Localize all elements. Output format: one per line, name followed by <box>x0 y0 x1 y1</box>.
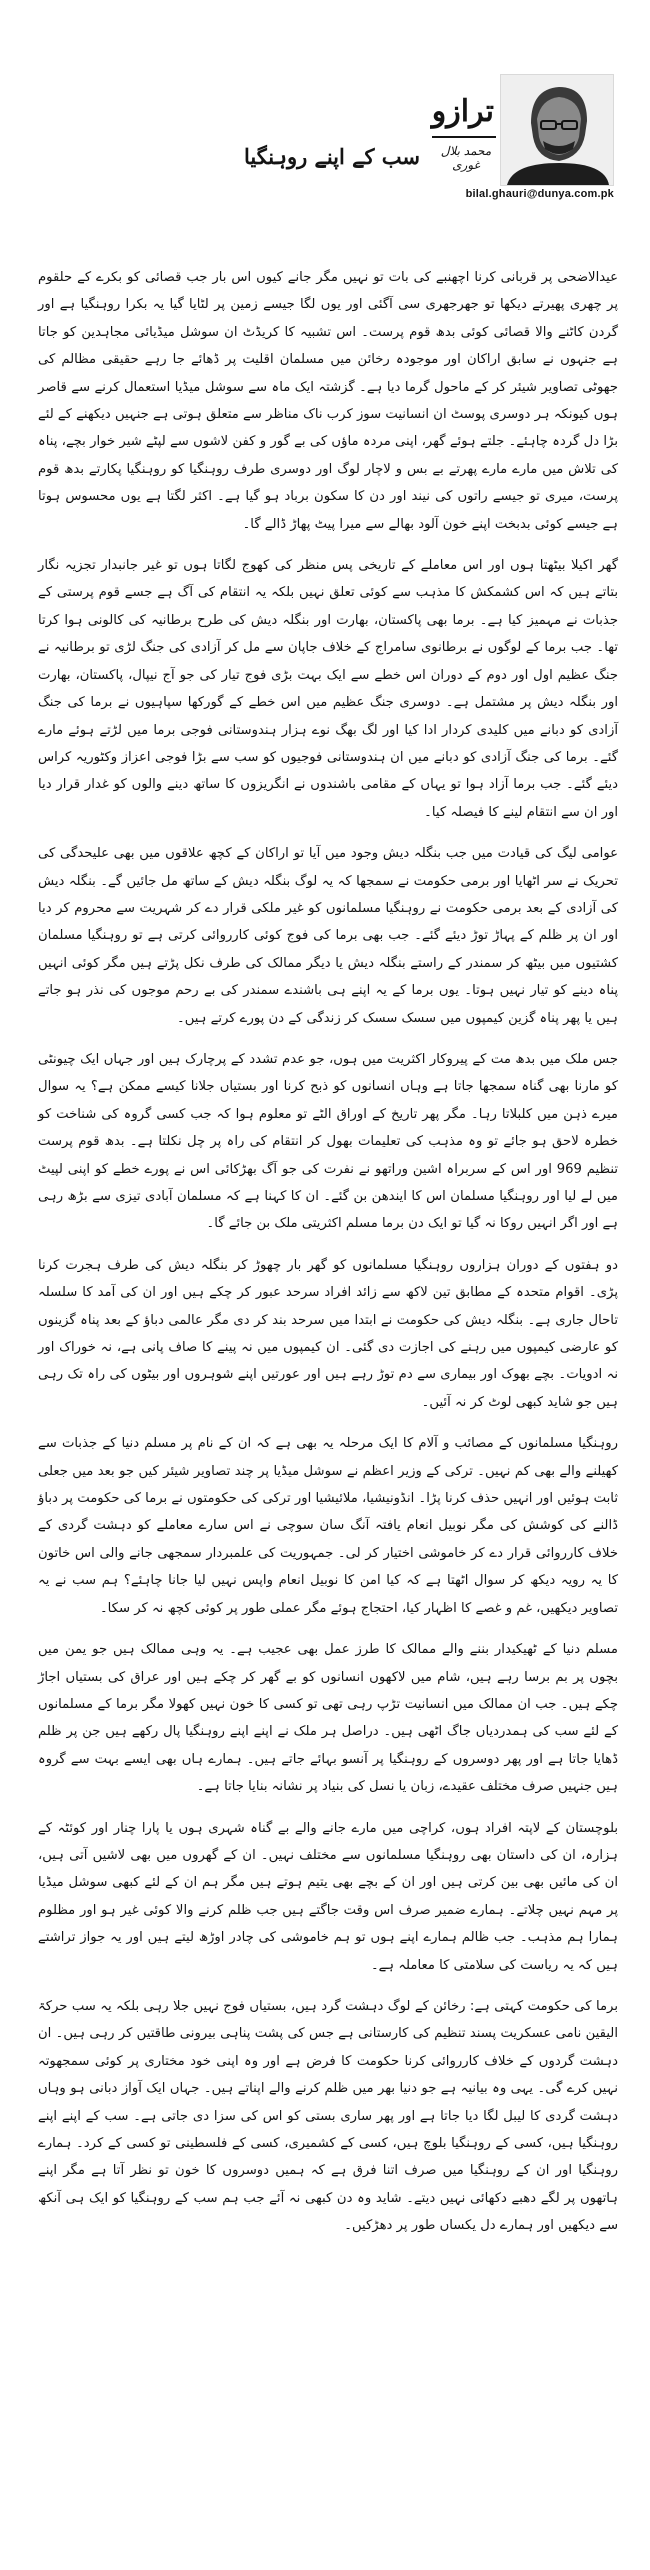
author-name: محمد بلال غوری <box>440 144 492 172</box>
article-paragraph: بلوچستان کے لاپتہ افراد ہوں، کراچی میں مارے جانے والے بے گناہ شہری ہوں یا پارا چنار اور کوئٹہ کے ہزارہ، ان کی داستان بھی روہنگیا مسلمانوں سے مختلف نہیں۔ ان کے گھروں میں بھی لاشیں آتی ہیں، ان کی مائیں بھی بین کرتی ہیں اور ان کے بچے بھی یتیم ہوتے ہیں مگر ہم ان کے لئے کبھی سوشل میڈیا پر مہم نہیں چلاتے۔ ہمارے ضمیر صرف اس وقت جاگتے ہیں جب ظلم کرنے والا کوئی غیر ہو اور مظلوم ہمارا ہم مذہب۔ جب ظالم ہمارے اپنے ہوں تو ہم خاموشی کی چادر اوڑھ لیتے ہیں اور یہ جواز تراشتے ہیں کہ یہ ریاست کی سلامتی کا معاملہ ہے۔ <box>38 1820 618 1973</box>
article-paragraph: مسلم دنیا کے ٹھیکیدار بننے والے ممالک کا طرز عمل بھی عجیب ہے۔ یہ وہی ممالک ہیں جو یمن میں بچوں پر بم برسا رہے ہیں، شام میں لاکھوں انسانوں کو بے گھر کر چکے ہیں اور عراق کی بستیاں اجاڑ چکے ہیں۔ جب ان ممالک میں انسانیت تڑپ رہی تھی تو کسی کا خون نہیں کھولا مگر برما کے مسلمانوں کے لئے سب کی ہمدردیاں جاگ اٹھی ہیں۔ دراصل ہر ملک نے اپنے اپنے روہنگیا پال رکھے ہیں جن پر ظلم ڈھایا جاتا ہے اور پھر دوسروں کے روہنگیا پر آنسو بہائے جاتے ہیں۔ ہمارے ہاں بھی ایسے بہت سے گروہ ہیں جنہیں صرف مختلف عقیدے، زبان یا نسل کی بنیاد پر نشانہ بنایا جاتا ہے۔ <box>38 1642 618 1795</box>
author-portrait-icon <box>501 75 613 185</box>
column-logo: ترازو <box>431 94 494 129</box>
author-photo <box>500 74 614 186</box>
article-paragraph: عوامی لیگ کی قیادت میں جب بنگلہ دیش وجود میں آیا تو اراکان کے کچھ علاقوں میں بھی علیحدگی کی تحریک نے سر اٹھایا اور برمی حکومت نے سمجھا کہ یہ لوگ بنگلہ دیش کے ساتھ مل جائیں گے۔ بنگلہ دیش کی آزادی کے بعد برمی حکومت نے روہنگیا مسلمانوں کو غیر ملکی قرار دے کر شہریت سے محروم کر دیا اور ان پر ظلم کے پہاڑ توڑ دیئے گئے۔ جب بھی برما کی فوج کوئی کارروائی کرتی ہے تو روہنگیا مسلمان کشتیوں میں بیٹھ کر سمندر کے راستے بنگلہ دیش یا دیگر ممالک کی طرف نکل پڑتے ہیں مگر کوئی انہیں پناہ دینے کو تیار نہیں ہوتا۔ یوں برما کے یہ اپنے ہی باشندے سمندر کی بے رحم موجوں کی نذر ہو جاتے ہیں یا پھر پناہ گزین کیمپوں میں سسک سسک کر زندگی کے دن پورے کرتے ہیں۔ <box>38 846 618 1026</box>
article-paragraph: دو ہفتوں کے دوران ہزاروں روہنگیا مسلمانوں کو گھر بار چھوڑ کر بنگلہ دیش کی طرف ہجرت کرنا پڑی۔ اقوام متحدہ کے مطابق تین لاکھ سے زائد افراد سرحد عبور کر چکے ہیں اور ان کی آمد کا سلسلہ تاحال جاری ہے۔ بنگلہ دیش کی حکومت نے ابتدا میں سرحد بند کر دی مگر عالمی دباؤ کے بعد پناہ گزینوں کو عارضی کیمپوں میں رہنے کی اجازت دی گئی۔ ان کیمپوں میں نہ پینے کا صاف پانی ہے، نہ خوراک اور نہ ادویات۔ بچے بھوک اور بیماری سے دم توڑ رہے ہیں اور عورتیں اپنے شوہروں اور بیٹوں کی راہ تک رہی ہیں جو شاید کبھی لوٹ کر نہ آئیں۔ <box>38 1257 618 1410</box>
author-email: bilal.ghauri@dunya.com.pk <box>465 188 614 200</box>
column-header <box>0 54 650 254</box>
article-body <box>38 264 618 2240</box>
article-paragraph: گھر اکیلا بیٹھتا ہوں اور اس معاملے کے تاریخی پس منظر کی کھوج لگاتا ہوں تو غیر جانبدار تجزیہ نگار بتاتے ہیں کہ اس کشمکش کا مذہب سے کوئی تعلق نہیں بلکہ یہ انتقام کی آگ ہے جسے قوم پرستی کے جذبات نے مہمیز کیا ہے۔ برما بھی پاکستان، بھارت اور بنگلہ دیش کی طرح برطانیہ کی کالونی ہوا کرتا تھا۔ جب برما کے لوگوں نے برطانوی سامراج کے خلاف جاپان سے مل کر آزادی کی جنگ لڑی تو برطانیہ نے جنگ عظیم اول اور دوم کے دوران اس خطے سے ایک بہت بڑی فوج تیار کی جو آج نیپال، پاکستان، بھارت اور بنگلہ دیش پر مشتمل ہے۔ دوسری جنگ عظیم میں اس خطے کے گورکھا سپاہیوں نے برما کی جنگ آزادی کو دبانے میں کلیدی کردار ادا کیا اور لگ بھگ نوے ہزار ہندوستانی فوجی برما میں لڑتے ہوئے مارے گئے۔ برما کی جنگ آزادی کو دبانے میں ان ہندوستانی فوجیوں کو سب سے بڑا فوجی اعزاز وکٹوریہ کراس دیئے گئے۔ جب برما آزاد ہوا تو یہاں کے مقامی باشندوں نے انگریزوں کا ساتھ دینے والوں کو غدار قرار دیا اور ان سے انتقام لینے کا فیصلہ کیا۔ <box>38 558 618 820</box>
article-paragraph: برما کی حکومت کہتی ہے: رخائن کے لوگ دہشت گرد ہیں، بستیاں فوج نہیں جلا رہی بلکہ یہ سب حرکۃ الیقین نامی عسکریت پسند تنظیم کی کارستانی ہے جس کی پشت پناہی بیرونی طاقتیں کر رہی ہیں۔ ان دہشت گردوں کے خلاف کارروائی کرنا حکومت کا فرض ہے اور وہ اپنی خود مختاری پر کوئی سمجھوتہ نہیں کرے گی۔ یہی وہ بیانیہ ہے جو دنیا بھر میں ظلم کرنے والے اپناتے ہیں۔ جہاں ایک آواز دبانی ہو وہاں دہشت گردی کا لیبل لگا دیا جاتا ہے اور پھر ساری بستی کو اس کی سزا دی جاتی ہے۔ سب کے اپنے اپنے روہنگیا ہیں، کسی کے روہنگیا بلوچ ہیں، کسی کے کشمیری، کسی کے فلسطینی تو کسی کے کرد۔ ہمارے روہنگیا اور ان کے روہنگیا میں صرف اتنا فرق ہے کہ ہمیں دوسروں کا خون تو نظر آتا ہے مگر اپنے ہاتھوں پر لگے دھبے دکھائی نہیں دیتے۔ شاید وہ دن کبھی نہ آئے جب ہم سب کے روہنگیا کو ایک ہی آنکھ سے دیکھیں اور ہمارے دل یکساں طور پر دھڑکیں۔ <box>38 1998 618 2234</box>
article-paragraph: روہنگیا مسلمانوں کے مصائب و آلام کا ایک مرحلہ یہ بھی ہے کہ ان کے نام پر مسلم دنیا کے جذبات سے کھیلنے والے بھی کم نہیں۔ ترکی کے وزیر اعظم نے سوشل میڈیا پر چند تصاویر شیئر کیں جو بعد میں جعلی ثابت ہوئیں اور انہیں حذف کرنا پڑا۔ انڈونیشیا، ملائیشیا اور ترکی کی حکومتوں نے برما کی حکومت پر دباؤ ڈالنے کی کوشش کی مگر نوبیل انعام یافتہ آنگ سان سوچی نے اس سارے معاملے کو دہشت گردی کے خلاف کارروائی قرار دے کر خاموشی اختیار کر لی۔ جمہوریت کی علمبردار سمجھی جانے والی اس خاتون کا یہ رویہ دیکھ کر سوال اٹھتا ہے کہ کیا امن کا نوبیل انعام واپس نہیں لیا جانا چاہئے؟ ہم سب نے یہ تصاویر دیکھیں، غم و غصے کا اظہار کیا، احتجاج ہوئے مگر عملی طور پر کوئی کچھ نہ کر سکا۔ <box>38 1436 618 1616</box>
article-title: سب کے اپنے روہنگیا <box>243 144 420 169</box>
logo-divider <box>432 136 496 138</box>
article-paragraph: جس ملک میں بدھ مت کے پیروکار اکثریت میں ہوں، جو عدم تشدد کے پرچارک ہیں اور جہاں ایک چیونٹی کو مارنا بھی گناہ سمجھا جاتا ہے وہاں انسانوں کو ذبح کرنا اور بستیاں جلانا کیسے ممکن ہے؟ یہ سوال میرے ذہن میں کلبلاتا رہا۔ مگر پھر تاریخ کے اوراق الٹے تو معلوم ہوا کہ جب کسی گروہ کی شناخت کو خطرہ لاحق ہو جائے تو وہ مذہب کی تعلیمات بھول کر انتقام کی راہ پر چل نکلتا ہے۔ بدھ قوم پرست تنظیم 969 اور اس کے سربراہ اشین وراتھو نے نفرت کی جو آگ بھڑکائی اس نے پورے خطے کو اپنی لپیٹ میں لے لیا اور روہنگیا مسلمان اس کا ایندھن بن گئے۔ ان کا کہنا ہے کہ مسلمان آبادی تیزی سے بڑھ رہی ہے اور اگر انہیں روکا نہ گیا تو ایک دن برما مسلم اکثریتی ملک بن جائے گا۔ <box>38 1051 619 1232</box>
article-paragraph: عیدالاضحی پر قربانی کرنا اچھنبے کی بات تو نہیں مگر جانے کیوں اس بار جب قصائی کو بکرے کے حلقوم پر چھری پھیرتے دیکھا تو جھرجھری سی آگئی اور یوں لگا جیسے زمین پر لٹایا گیا یہ بکرا روہنگیا ہے اور گردن کاٹنے والا قصائی کوئی بدھ قوم پرست۔ اس تشبیہ کا کریڈٹ ان سوشل میڈیائی مجاہدین کو جاتا ہے جنہوں نے سابق اراکان اور موجودہ رخائن میں مسلمان اقلیت پر ڈھائے جا رہے حقیقی مظالم کی جھوٹی تصاویر شیئر کر کے ماحول گرما دیا ہے۔ گزشتہ ایک ماہ سے سوشل میڈیا استعمال کرنے سے قاصر ہوں کیونکہ ہر دوسری پوسٹ ان انسانیت سوز کرب ناک مناظر سے متعلق ہوتی ہے جنہیں دیکھنے کے لئے بڑا دل گردہ چاہئے۔ جلتے ہوئے گھر، اپنی مردہ ماؤں کی بے گور و کفن لاشوں سے لپٹے شیر خوار بچے، پناہ کی تلاش میں مارے مارے پھرتے بے بس و لاچار لوگ اور دوسری طرف روہنگیا کو روہنگیا پکارتے بدھ قوم پرست، میری تو جیسے راتوں کی نیند اور دن کا سکون برباد ہو گیا ہے۔ اکثر لگتا ہے یوں محسوس ہوتا ہے جیسے کوئی بدبخت اپنے خون آلود بھالے سے میرا پیٹ پھاڑ ڈالے گا۔ <box>38 270 618 532</box>
